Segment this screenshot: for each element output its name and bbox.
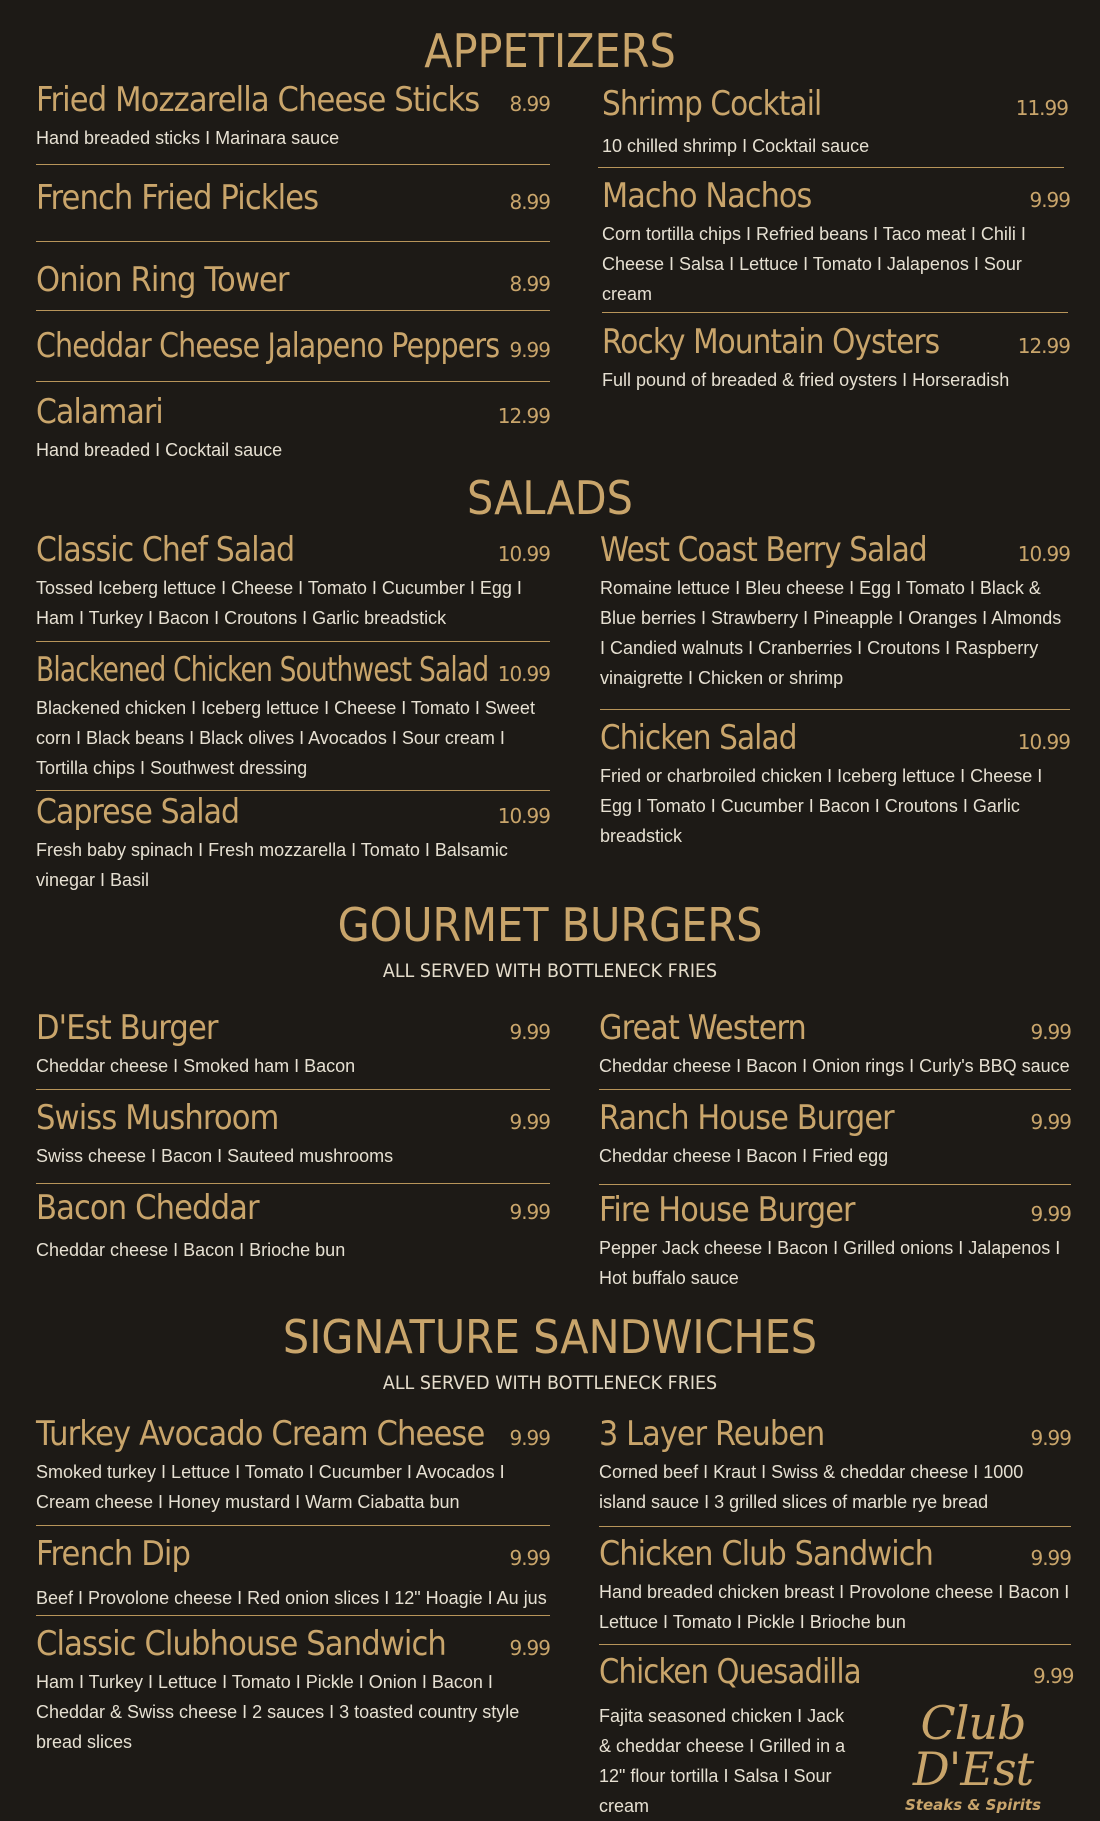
divider (36, 1525, 550, 1526)
item-description: Ham I Turkey I Lettuce I Tomato I Pickle I Onion I Bacon I Cheddar & Swiss cheese I 2 sauces I 3 toasted country style bread slices (36, 1672, 520, 1753)
item-name: Blackened Chicken Southwest Salad (36, 650, 489, 690)
item-name: West Coast Berry Salad (600, 530, 927, 570)
item-name: Ranch House Burger (599, 1098, 894, 1138)
menu-item (599, 1416, 1071, 1517)
item-name: Fried Mozzarella Cheese Sticks (36, 80, 480, 120)
menu-item (602, 324, 1070, 395)
menu-item (602, 86, 1068, 161)
item-price: 9.99 (509, 338, 550, 362)
item-name: French Fried Pickles (36, 178, 319, 218)
item-name: Calamari (36, 392, 163, 432)
item-description: Corned beef I Kraut I Swiss & cheddar cheese I 1000 island sauce I 3 grilled slices of marble rye bread (599, 1462, 1024, 1513)
menu-item (36, 1536, 550, 1613)
menu-item (602, 178, 1070, 309)
logo-tagline: Steaks & Spirits (904, 1796, 1042, 1814)
item-price: 10.99 (1017, 542, 1070, 566)
item-price: 9.99 (509, 1636, 550, 1660)
divider (36, 641, 550, 642)
menu-item (36, 1010, 550, 1081)
divider (36, 1615, 550, 1616)
menu-item (36, 262, 550, 299)
item-name: Chicken Quesadilla (599, 1652, 861, 1692)
item-name: Chicken Salad (600, 718, 797, 758)
divider (36, 241, 550, 242)
item-name: Fire House Burger (599, 1190, 855, 1230)
item-name: Onion Ring Tower (36, 260, 289, 300)
item-description: Romaine lettuce I Bleu cheese I Egg I Tomato I Black & Blue berries I Strawberry I Pineapple I Oranges I Almonds I Candied walnuts I Cranberries I Croutons I Raspberry vinaigrette I Chicken or shrimp (600, 578, 1062, 689)
item-description: Fried or charbroiled chicken I Iceberg lettuce I Cheese I Egg I Tomato I Cucumber I Bacon I Croutons I Garlic breadstick (600, 766, 1043, 847)
divider (599, 1184, 1071, 1185)
divider (36, 790, 550, 791)
item-price: 9.99 (1030, 1020, 1071, 1044)
item-price: 9.99 (509, 1110, 550, 1134)
menu-item (36, 328, 550, 365)
item-description: Cheddar cheese I Bacon I Onion rings I Curly's BBQ sauce (599, 1056, 1070, 1077)
menu-item (36, 1626, 550, 1757)
item-price: 9.99 (1030, 1426, 1071, 1450)
menu-item (36, 1190, 550, 1265)
divider (36, 381, 550, 382)
divider (36, 164, 550, 165)
item-description: Pepper Jack cheese I Bacon I Grilled onions I Jalapenos I Hot buffalo sauce (599, 1238, 1061, 1289)
item-name: Great Western (599, 1008, 806, 1048)
item-price: 10.99 (1017, 730, 1070, 754)
item-name: Classic Clubhouse Sandwich (36, 1624, 446, 1664)
item-price: 8.99 (509, 92, 550, 116)
item-name: D'Est Burger (36, 1008, 218, 1048)
item-description: 10 chilled shrimp I Cocktail sauce (602, 136, 870, 157)
divider (598, 167, 1064, 168)
item-description: Fajita seasoned chicken I Jack & cheddar cheese I Grilled in a 12" flour tortilla I Salsa I Sour cream (599, 1706, 846, 1817)
menu-item (599, 1536, 1071, 1637)
item-description: Beef I Provolone cheese I Red onion slices I 12" Hoagie I Au jus (36, 1588, 547, 1609)
item-price: 9.99 (1030, 1546, 1071, 1570)
divider (36, 1183, 550, 1184)
item-description: Hand breaded sticks I Marinara sauce (36, 128, 340, 149)
item-name: Rocky Mountain Oysters (602, 322, 940, 362)
menu-item (36, 1416, 550, 1517)
sandwiches-title: SIGNATURE SANDWICHES (282, 1310, 818, 1364)
burgers-title: GOURMET BURGERS (337, 898, 763, 952)
divider (599, 1089, 1071, 1090)
divider (602, 312, 1068, 313)
salads-title: SALADS (467, 471, 633, 525)
item-price: 12.99 (1017, 334, 1070, 358)
menu-item (599, 1192, 1071, 1293)
item-price: 9.99 (509, 1020, 550, 1044)
item-price: 10.99 (497, 662, 550, 686)
menu-item (36, 180, 550, 217)
item-name: Cheddar Cheese Jalapeno Peppers (36, 326, 500, 366)
menu-item (600, 720, 1070, 851)
item-price: 9.99 (1033, 1664, 1074, 1688)
item-price: 9.99 (1029, 188, 1070, 212)
menu-item (36, 532, 550, 633)
item-name: 3 Layer Reuben (599, 1414, 825, 1454)
item-price: 8.99 (509, 272, 550, 296)
item-description: Swiss cheese I Bacon I Sauteed mushrooms (36, 1146, 394, 1167)
item-name: Macho Nachos (602, 176, 812, 216)
item-price: 9.99 (509, 1426, 550, 1450)
divider (36, 1089, 550, 1090)
item-price: 9.99 (509, 1546, 550, 1570)
item-description: Cheddar cheese I Smoked ham I Bacon (36, 1056, 356, 1077)
item-name: Swiss Mushroom (36, 1098, 279, 1138)
item-description: Smoked turkey I Lettuce I Tomato I Cucumber I Avocados I Cream cheese I Honey mustard I Warm Ciabatta bun (36, 1462, 505, 1513)
item-price: 9.99 (1030, 1202, 1071, 1226)
menu-item (599, 1010, 1071, 1081)
item-description: Blackened chicken I Iceberg lettuce I Cheese I Tomato I Sweet corn I Black beans I Black olives I Avocados I Sour cream I Tortilla chips I Southwest dressing (36, 698, 535, 779)
divider (599, 1526, 1071, 1527)
sandwiches-subtitle: ALL SERVED WITH BOTTLENECK FRIES (382, 1372, 718, 1394)
item-price: 11.99 (1015, 96, 1068, 120)
item-price: 9.99 (509, 1200, 550, 1224)
menu-item (36, 394, 550, 465)
burgers-subtitle: ALL SERVED WITH BOTTLENECK FRIES (382, 960, 718, 982)
item-name: Shrimp Cocktail (602, 84, 822, 124)
menu-item (599, 1100, 1071, 1171)
divider (599, 1644, 1071, 1645)
club-dest-logo (868, 1696, 1078, 1814)
menu-item (36, 1100, 550, 1171)
menu-item (599, 1654, 861, 1821)
item-name: French Dip (36, 1534, 191, 1574)
item-description: Hand breaded I Cocktail sauce (36, 440, 283, 461)
item-description: Cheddar cheese I Bacon I Fried egg (599, 1146, 889, 1167)
logo-script: Club D'Est (912, 1696, 1034, 1796)
menu-item (36, 794, 550, 895)
menu-item (36, 82, 550, 153)
divider (36, 310, 550, 311)
item-name: Caprese Salad (36, 792, 240, 832)
item-description: Corn tortilla chips I Refried beans I Taco meat I Chili I Cheese I Salsa I Lettuce I Tomato I Jalapenos I Sour cream (602, 224, 1026, 305)
item-name: Chicken Club Sandwich (599, 1534, 933, 1574)
item-description: Full pound of breaded & fried oysters I Horseradish (602, 370, 1010, 391)
item-description: Tossed Iceberg lettuce I Cheese I Tomato I Cucumber I Egg I Ham I Turkey I Bacon I Croutons I Garlic breadstick (36, 578, 522, 629)
item-price: 12.99 (497, 404, 550, 428)
item-price: 10.99 (497, 542, 550, 566)
item-name: Turkey Avocado Cream Cheese (36, 1414, 485, 1454)
divider (600, 709, 1070, 710)
item-price: 10.99 (497, 804, 550, 828)
item-name: Bacon Cheddar (36, 1188, 259, 1228)
item-description: Fresh baby spinach I Fresh mozzarella I Tomato I Balsamic vinegar I Basil (36, 840, 508, 891)
appetizers-title: APPETIZERS (424, 24, 676, 78)
item-price: 8.99 (509, 190, 550, 214)
menu-item (600, 532, 1070, 693)
item-description: Cheddar cheese I Bacon I Brioche bun (36, 1240, 346, 1261)
item-price: 9.99 (1030, 1110, 1071, 1134)
item-description: Hand breaded chicken breast I Provolone cheese I Bacon I Lettuce I Tomato I Pickle I Brioche bun (599, 1582, 1070, 1633)
item-name: Classic Chef Salad (36, 530, 295, 570)
menu-item (36, 652, 550, 783)
